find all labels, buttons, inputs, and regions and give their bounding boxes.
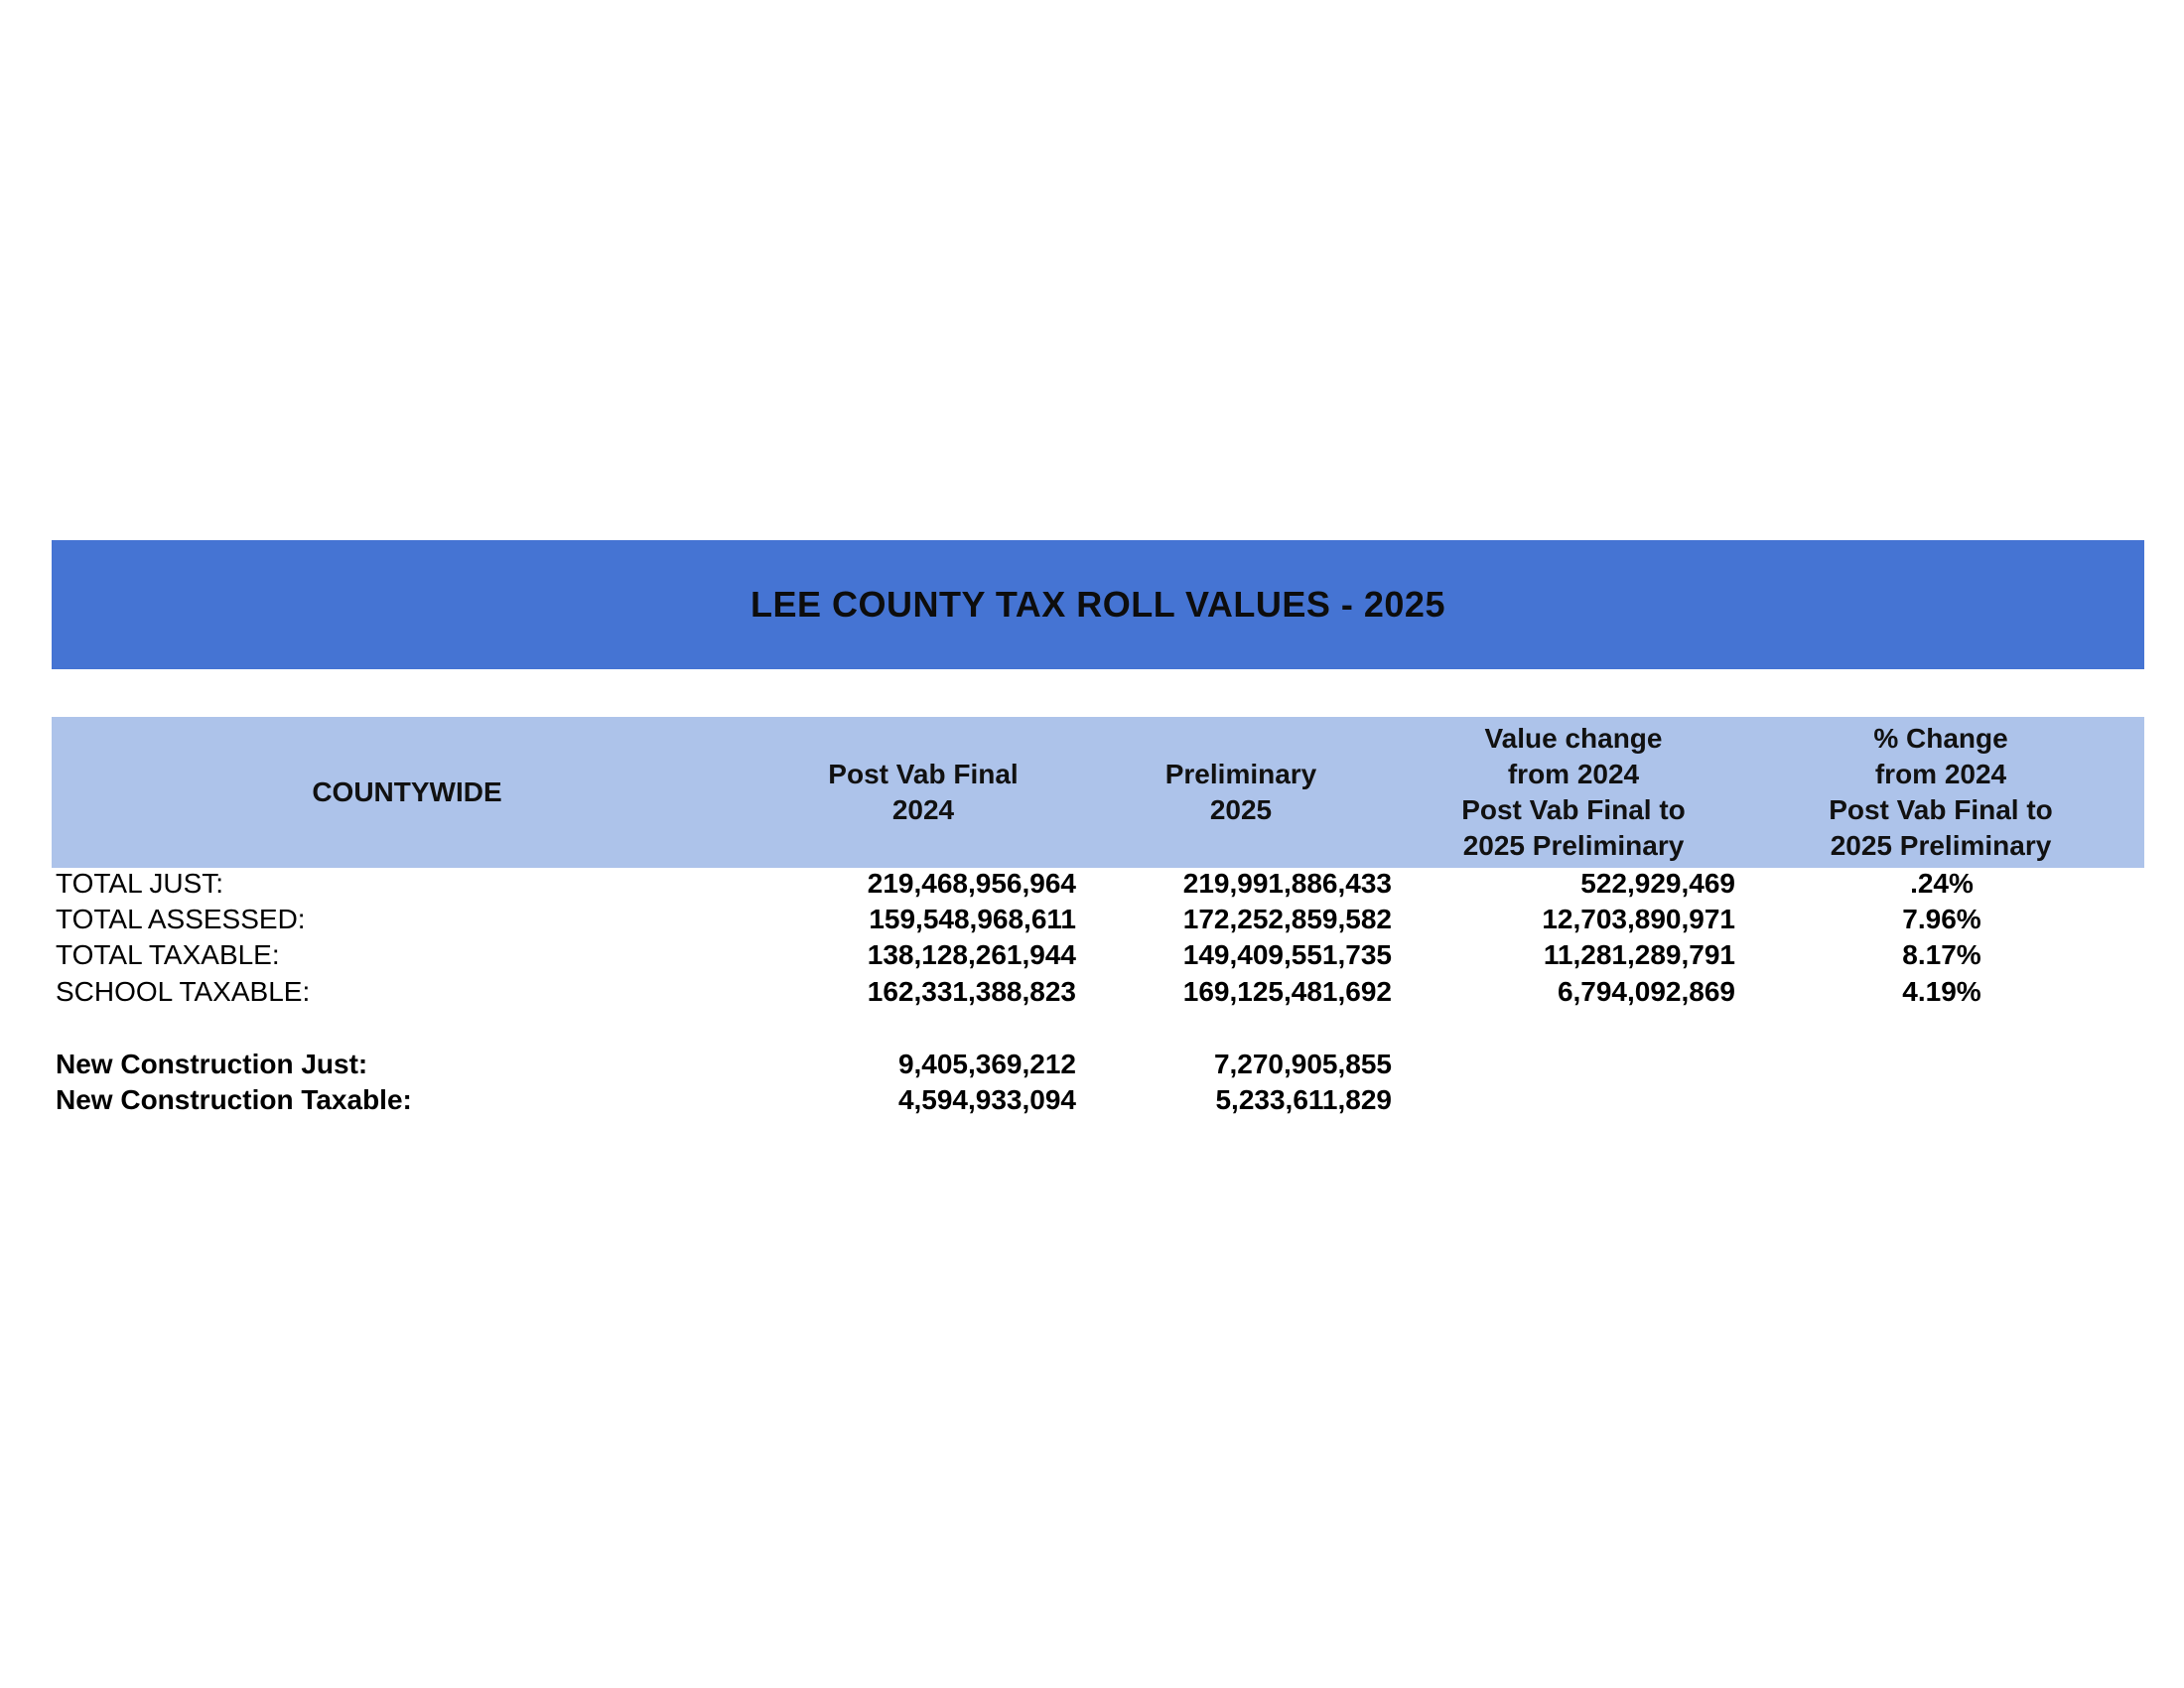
table-row-new-construction-just xyxy=(0,1047,2184,1082)
percent-change-value: 4.19% xyxy=(1902,976,1981,1007)
header-line: from 2024 xyxy=(1874,759,2007,789)
title-banner xyxy=(52,540,2144,669)
header-line: Post Vab Final xyxy=(828,759,1019,789)
header-line: Post Vab Final to xyxy=(1829,794,2053,825)
header-countywide xyxy=(248,774,566,810)
page-title: LEE COUNTY TAX ROLL VALUES - 2025 xyxy=(751,584,1445,625)
row-label: TOTAL ASSESSED: xyxy=(56,904,306,934)
header-line: 2025 Preliminary xyxy=(1462,830,1685,861)
header-line: 2024 xyxy=(891,794,955,825)
preliminary-2025-value: 169,125,481,692 xyxy=(1182,976,1392,1007)
percent-change-value: .24% xyxy=(1910,868,1974,899)
preliminary-2025-value: 7,270,905,855 xyxy=(1213,1049,1392,1079)
row-label: TOTAL TAXABLE: xyxy=(56,939,280,970)
post-vab-2024-value: 9,405,369,212 xyxy=(897,1049,1076,1079)
value-change-value: 6,794,092,869 xyxy=(1557,976,1735,1007)
preliminary-2025-value: 172,252,859,582 xyxy=(1182,904,1392,934)
percent-change-value: 7.96% xyxy=(1902,904,1981,934)
table-row-total-just xyxy=(0,866,2184,902)
post-vab-2024-value: 138,128,261,944 xyxy=(867,939,1076,970)
post-vab-2024-value: 162,331,388,823 xyxy=(867,976,1076,1007)
table-row-school-taxable xyxy=(0,974,2184,1010)
row-label: New Construction Taxable: xyxy=(56,1084,412,1115)
percent-change-value: 8.17% xyxy=(1902,939,1981,970)
header-line: Post Vab Final to xyxy=(1461,794,1686,825)
header-post-vab-final-2024 xyxy=(774,757,1072,828)
value-change-value: 12,703,890,971 xyxy=(1542,904,1735,934)
post-vab-2024-value: 159,548,968,611 xyxy=(869,904,1076,934)
table-row-total-assessed xyxy=(0,902,2184,937)
header-line: Value change xyxy=(1484,723,1663,754)
header-line: 2025 Preliminary xyxy=(1830,830,2052,861)
row-label: New Construction Just: xyxy=(56,1049,368,1079)
header-value-change xyxy=(1410,721,1737,864)
value-change-value: 11,281,289,791 xyxy=(1543,939,1735,970)
table-row-total-taxable xyxy=(0,937,2184,973)
header-line: from 2024 xyxy=(1507,759,1640,789)
post-vab-2024-value: 219,468,956,964 xyxy=(867,868,1076,899)
row-label: TOTAL JUST: xyxy=(56,868,224,899)
header-countywide-label: COUNTYWIDE xyxy=(312,776,502,807)
header-preliminary-2025 xyxy=(1092,757,1390,828)
table-row-new-construction-taxable xyxy=(0,1082,2184,1118)
header-line: 2025 xyxy=(1209,794,1273,825)
post-vab-2024-value: 4,594,933,094 xyxy=(897,1084,1076,1115)
header-line: % Change xyxy=(1873,723,2008,754)
preliminary-2025-value: 5,233,611,829 xyxy=(1215,1084,1392,1115)
row-label: SCHOOL TAXABLE: xyxy=(56,976,311,1007)
preliminary-2025-value: 149,409,551,735 xyxy=(1182,939,1392,970)
header-percent-change xyxy=(1777,721,2105,864)
header-line: Preliminary xyxy=(1164,759,1317,789)
preliminary-2025-value: 219,991,886,433 xyxy=(1182,868,1392,899)
value-change-value: 522,929,469 xyxy=(1580,868,1735,899)
